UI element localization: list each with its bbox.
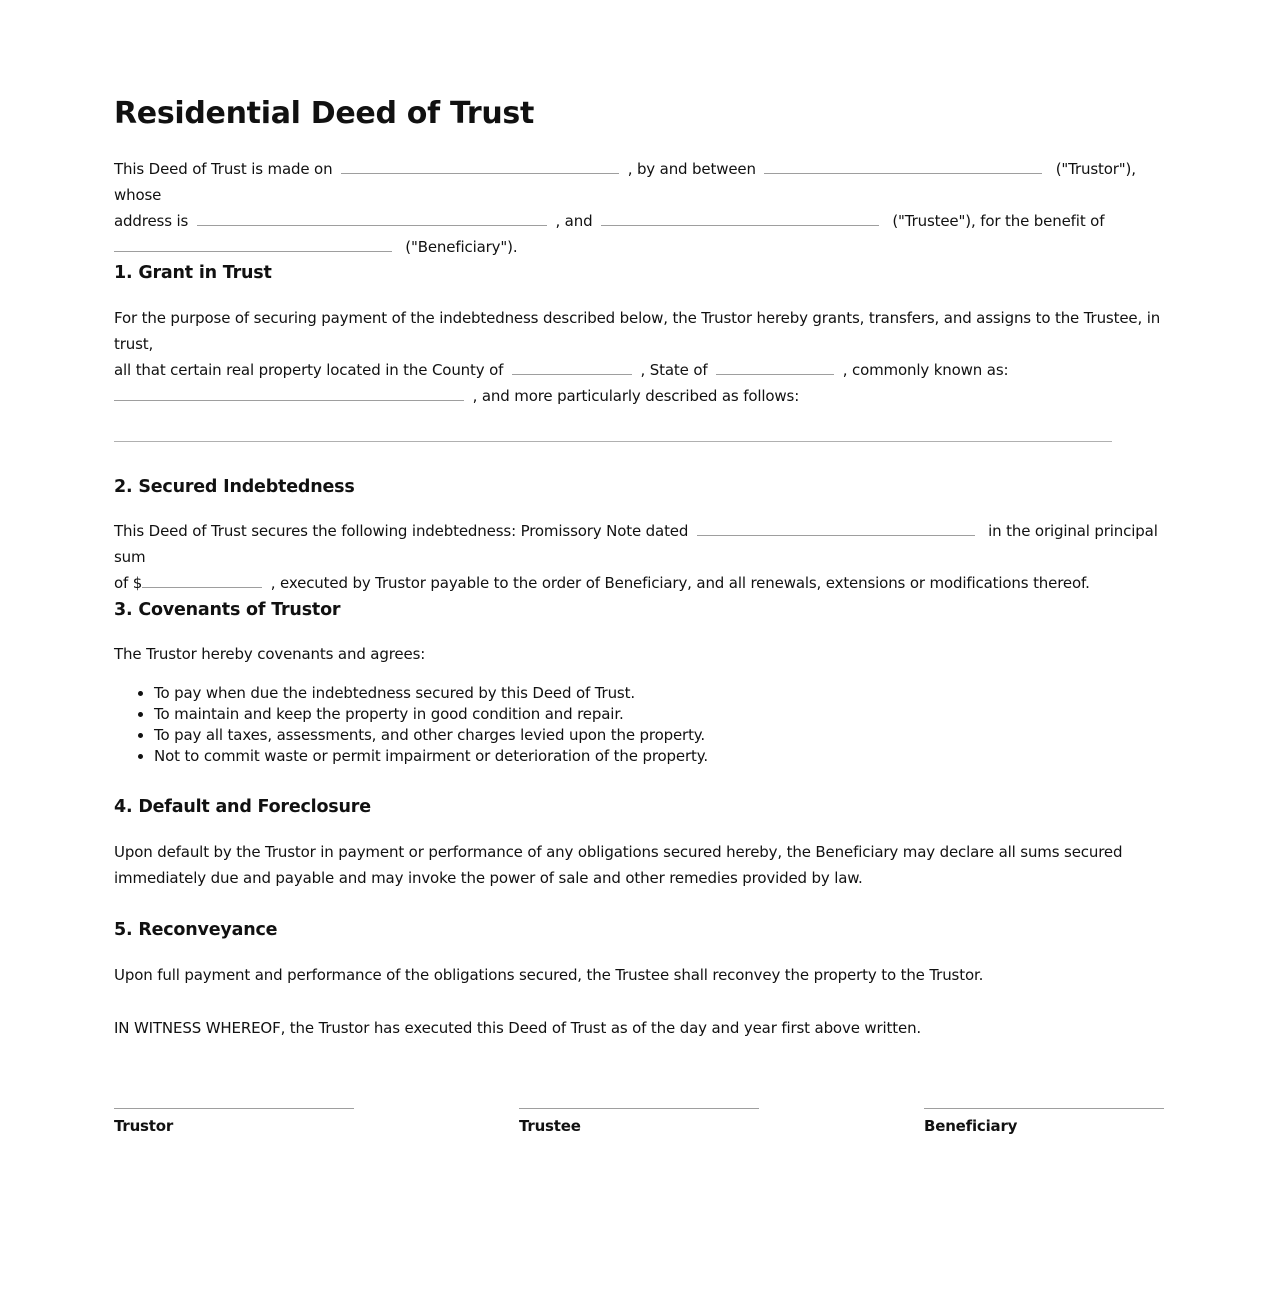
signature-label: Trustor [114,1117,174,1135]
trustor-address-blank-field[interactable] [197,211,547,226]
principal-sum-blank-field[interactable] [142,573,262,588]
signature-label: Beneficiary [924,1117,1018,1135]
indebtedness-text: in the original principal sum [114,522,1158,566]
grant-paragraph [114,305,1166,409]
section-heading-secured-indebtedness: 2. Secured Indebtedness [114,477,355,497]
section-heading-covenants: 3. Covenants of Trustor [114,600,341,620]
intro-paragraph [114,156,1166,260]
grant-text: , and more particularly described as follows: [472,387,800,405]
indebtedness-text: This Deed of Trust secures the following indebtedness: Promissory Note dated [114,522,689,540]
list-item: • To pay all taxes, assessments, and other charges levied upon the property. [154,725,708,746]
intro-text: address is [114,212,189,230]
trustor-name-blank-field[interactable] [764,159,1042,174]
indebtedness-paragraph [114,518,1166,596]
state-blank-field[interactable] [716,360,834,375]
date-blank-field[interactable] [341,159,619,174]
list-item: • To pay when due the indebtedness secured by this Deed of Trust. [154,683,708,704]
county-blank-field[interactable] [512,360,632,375]
signature-block-trustor [114,1108,354,1135]
intro-text: , and [555,212,593,230]
beneficiary-name-blank-field[interactable] [114,237,392,252]
legal-description-blank-field[interactable] [114,441,1112,442]
list-item: • To maintain and keep the property in good condition and repair. [154,704,708,725]
intro-text: ("Trustee"), for the benefit of [892,212,1105,230]
section-heading-default: 4. Default and Foreclosure [114,797,371,817]
property-address-blank-field[interactable] [114,386,464,401]
section-heading-grant-in-trust: 1. Grant in Trust [114,263,272,283]
indebtedness-text: of $ [114,574,143,592]
signature-label: Trustee [519,1117,581,1135]
intro-text: ("Beneficiary"). [405,238,518,256]
grant-text: all that certain real property located in the County of [114,361,504,379]
intro-text: , by and between [627,160,756,178]
signature-block-trustee [519,1108,759,1135]
intro-text: ("Trustor"), whose [114,160,1136,204]
indebtedness-text: , executed by Trustor payable to the order of Beneficiary, and all renewals, extensions or modifications thereof. [270,574,1090,592]
trustee-name-blank-field[interactable] [601,211,879,226]
witness-clause: IN WITNESS WHEREOF, the Trustor has executed this Deed of Trust as of the day and year first above written. [114,1019,922,1037]
reconveyance-paragraph: Upon full payment and performance of the obligations secured, the Trustee shall reconvey the property to the Trustor. [114,966,984,984]
list-item: • Not to commit waste or permit impairment or deterioration of the property. [154,746,708,767]
intro-text: This Deed of Trust is made on [114,160,333,178]
trustor-signature-line[interactable] [114,1108,354,1109]
grant-text: , State of [640,361,708,379]
signature-block-beneficiary [924,1108,1164,1135]
document-title: Residential Deed of Trust [114,96,535,131]
beneficiary-signature-line[interactable] [924,1108,1164,1109]
default-paragraph: Upon default by the Trustor in payment or performance of any obligations secured hereby, the Beneficiary may declare all sums secured immediately due and payable and may invoke the power of sale and other remedies provided by law. [114,843,1123,887]
note-date-blank-field[interactable] [697,521,975,536]
trustee-signature-line[interactable] [519,1108,759,1109]
grant-text: , commonly known as: [842,361,1009,379]
covenants-list [114,683,708,767]
section-heading-reconveyance: 5. Reconveyance [114,920,278,940]
grant-text: For the purpose of securing payment of the indebtedness described below, the Trustor hereby grants, transfers, and assigns to the Trustee, in trust, [114,309,1161,353]
covenants-intro: The Trustor hereby covenants and agrees: [114,645,426,663]
